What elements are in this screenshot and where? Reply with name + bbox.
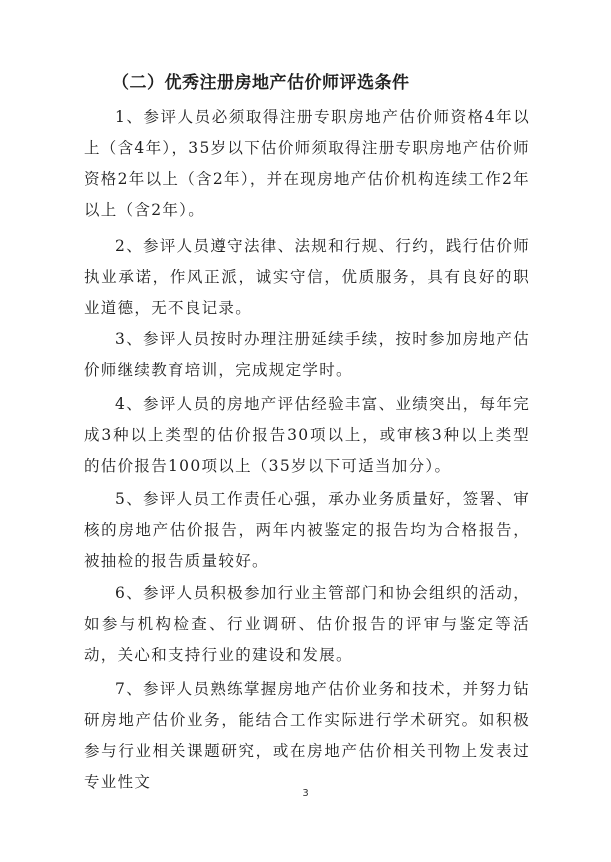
criterion-paragraph-6: 6、参评人员积极参加行业主管部门和协会组织的活动，如参与机构检查、行业调研、估价报告的评审与鉴定等活动，关心和支持行业的建设和发展。 [84,584,530,664]
criterion-paragraph-7: 7、参评人员熟练掌握房地产估价业务和技术，并努力钻研房地产估价业务，能结合工作实际进行学术研究。如积极参与行业相关课题研究，或在房地产估价相关刊物上发表过专业性文 [84,680,530,791]
section-heading: （二）优秀注册房地产估价师评选条件 [112,73,410,93]
criterion-paragraph-1: 1、参评人员必须取得注册专职房地产估价师资格4年以上（含4年），35岁以下估价师须取得注册专职房地产估价师资格2年以上（含2年），并在现房地产估价机构连续工作2年以上（含2年）。 [84,108,530,219]
criterion-paragraph-3: 3、参评人员按时办理注册延续手续，按时参加房地产估价师继续教育培训，完成规定学时。 [84,330,530,379]
page-number: 3 [302,788,309,799]
criterion-paragraph-4: 4、参评人员的房地产评估经验丰富、业绩突出，每年完成3种以上类型的估价报告30项以上，或审核3种以上类型的估价报告100项以上（35岁以下可适当加分）。 [84,395,530,475]
criterion-paragraph-5: 5、参评人员工作责任心强，承办业务质量好，签署、审核的房地产估价报告，两年内被鉴定的报告均为合格报告，被抽检的报告质量较好。 [84,490,530,570]
criterion-paragraph-2: 2、参评人员遵守法律、法规和行规、行约，践行估价师执业承诺，作风正派，诚实守信，优质服务，具有良好的职业道德，无不良记录。 [84,237,530,317]
